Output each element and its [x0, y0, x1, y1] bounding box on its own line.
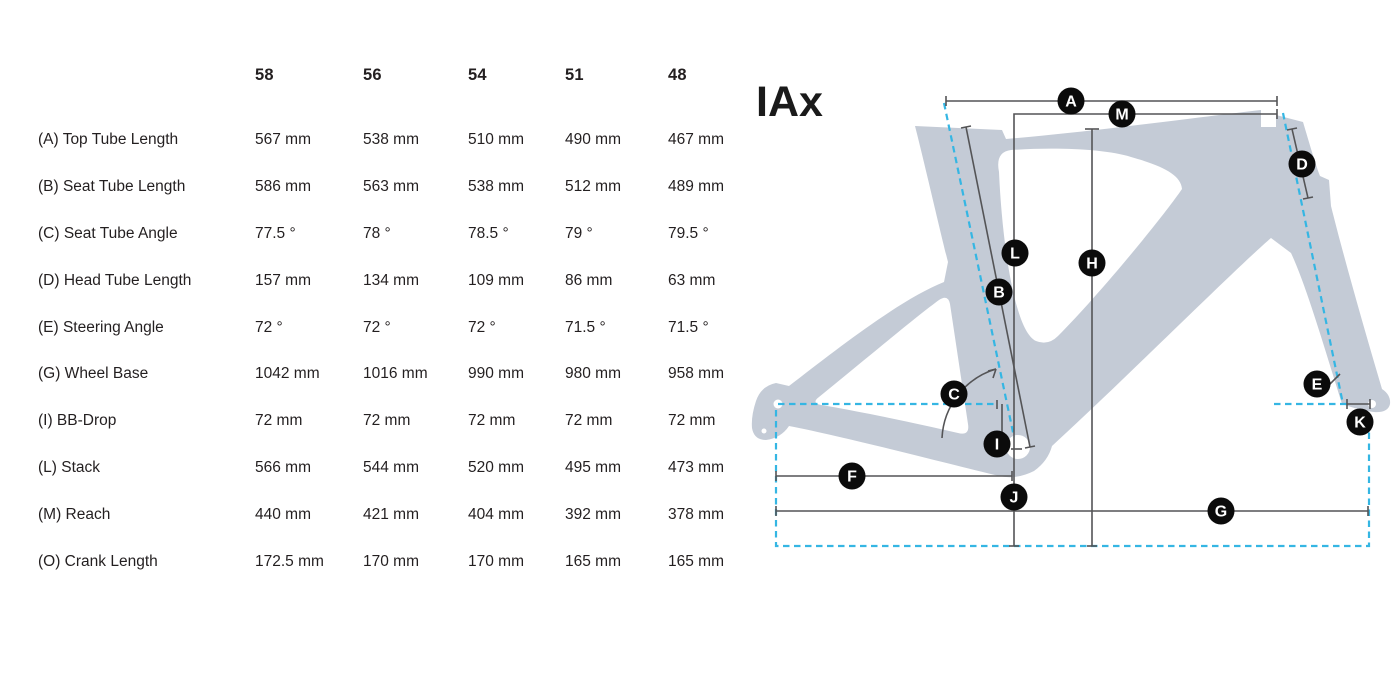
geometry-value-cell: 170 mm — [468, 552, 524, 570]
geometry-value-cell: 72 mm — [255, 412, 303, 430]
svg-text:F: F — [847, 468, 857, 486]
geometry-row-label: (B) Seat Tube Length — [38, 178, 186, 196]
geometry-value-cell: 544 mm — [363, 458, 419, 476]
svg-text:D: D — [1296, 156, 1308, 174]
geometry-value-cell: 980 mm — [565, 365, 621, 383]
dimension-marker-b — [986, 279, 1013, 306]
geometry-value-cell: 490 mm — [565, 131, 621, 149]
dimension-marker-m — [1109, 101, 1136, 128]
geometry-value-cell: 473 mm — [668, 458, 724, 476]
geometry-row-label: (C) Seat Tube Angle — [38, 224, 178, 242]
geometry-value-cell: 512 mm — [565, 178, 621, 196]
geometry-value-cell: 566 mm — [255, 458, 311, 476]
dimension-marker-a — [1058, 88, 1085, 115]
dimension-marker-g — [1208, 498, 1235, 525]
svg-text:A: A — [1065, 93, 1077, 111]
geometry-value-cell: 71.5 ° — [668, 318, 709, 336]
geometry-value-cell: 378 mm — [668, 505, 724, 523]
size-column-header: 54 — [468, 65, 487, 84]
dimension-marker-j — [1001, 484, 1028, 511]
geometry-value-cell: 170 mm — [363, 552, 419, 570]
geometry-value-cell: 1042 mm — [255, 365, 320, 383]
geometry-value-cell: 72 mm — [565, 412, 613, 430]
geometry-value-cell: 78 ° — [363, 224, 391, 242]
geometry-row-label: (E) Steering Angle — [38, 318, 164, 336]
geometry-value-cell: 563 mm — [363, 178, 419, 196]
dimension-marker-i — [984, 431, 1011, 458]
svg-text:H: H — [1086, 255, 1098, 273]
size-column-header: 51 — [565, 65, 584, 84]
geometry-value-cell: 440 mm — [255, 505, 311, 523]
geometry-row-label: (M) Reach — [38, 505, 111, 523]
geometry-value-cell: 86 mm — [565, 271, 613, 289]
geometry-row-label: (I) BB-Drop — [38, 412, 117, 430]
svg-text:C: C — [948, 386, 960, 404]
geometry-row-label: (L) Stack — [38, 458, 101, 476]
geometry-value-cell: 71.5 ° — [565, 318, 606, 336]
geometry-value-cell: 421 mm — [363, 505, 419, 523]
svg-text:K: K — [1354, 414, 1366, 432]
geometry-value-cell: 72 mm — [468, 412, 516, 430]
geometry-value-cell: 78.5 ° — [468, 224, 509, 242]
geometry-value-cell: 990 mm — [468, 365, 524, 383]
geometry-value-cell: 134 mm — [363, 271, 419, 289]
svg-text:M: M — [1115, 106, 1129, 124]
model-title: IAx — [756, 78, 823, 126]
geometry-row-label: (G) Wheel Base — [38, 365, 149, 383]
geometry-value-cell: 404 mm — [468, 505, 524, 523]
svg-text:E: E — [1311, 376, 1323, 394]
dimension-marker-d — [1289, 151, 1316, 178]
geometry-value-cell: 72 mm — [668, 412, 716, 430]
geometry-value-cell: 1016 mm — [363, 365, 428, 383]
geometry-value-cell: 79.5 ° — [668, 224, 709, 242]
geometry-value-cell: 586 mm — [255, 178, 311, 196]
geometry-value-cell: 520 mm — [468, 458, 524, 476]
svg-text:L: L — [1010, 245, 1020, 263]
geometry-value-cell: 79 ° — [565, 224, 593, 242]
geometry-row-label: (A) Top Tube Length — [38, 131, 179, 149]
dimension-marker-k — [1347, 409, 1374, 436]
geometry-value-cell: 489 mm — [668, 178, 724, 196]
geometry-value-cell: 958 mm — [668, 365, 724, 383]
geometry-value-cell: 495 mm — [565, 458, 621, 476]
dimension-marker-e — [1304, 371, 1331, 398]
geometry-value-cell: 109 mm — [468, 271, 524, 289]
svg-text:I: I — [994, 436, 1000, 454]
geometry-value-cell: 467 mm — [668, 131, 724, 149]
geometry-value-cell: 72 ° — [363, 318, 391, 336]
geometry-value-cell: 172.5 mm — [255, 552, 324, 570]
size-column-header: 58 — [255, 65, 274, 84]
geometry-value-cell: 63 mm — [668, 271, 716, 289]
svg-text:J: J — [1009, 489, 1019, 507]
dimension-marker-c — [941, 381, 968, 408]
geometry-value-cell: 165 mm — [565, 552, 621, 570]
geometry-value-cell: 538 mm — [363, 131, 419, 149]
geometry-value-cell: 72 mm — [363, 412, 411, 430]
size-column-header: 48 — [668, 65, 687, 84]
geometry-value-cell: 77.5 ° — [255, 224, 296, 242]
geometry-value-cell: 72 ° — [468, 318, 496, 336]
svg-text:B: B — [993, 284, 1005, 302]
dimension-marker-l — [1002, 240, 1029, 267]
geometry-row-label: (O) Crank Length — [38, 552, 158, 570]
geometry-value-cell: 157 mm — [255, 271, 311, 289]
geometry-value-cell: 72 ° — [255, 318, 283, 336]
geometry-value-cell: 538 mm — [468, 178, 524, 196]
derailleur-hanger-hole — [762, 429, 767, 434]
dimension-marker-f — [839, 463, 866, 490]
geometry-value-cell: 510 mm — [468, 131, 524, 149]
geometry-value-cell: 567 mm — [255, 131, 311, 149]
geometry-value-cell: 392 mm — [565, 505, 621, 523]
svg-text:G: G — [1214, 503, 1228, 521]
geometry-value-cell: 165 mm — [668, 552, 724, 570]
dimension-marker-h — [1079, 250, 1106, 277]
size-column-header: 56 — [363, 65, 382, 84]
geometry-row-label: (D) Head Tube Length — [38, 271, 192, 289]
